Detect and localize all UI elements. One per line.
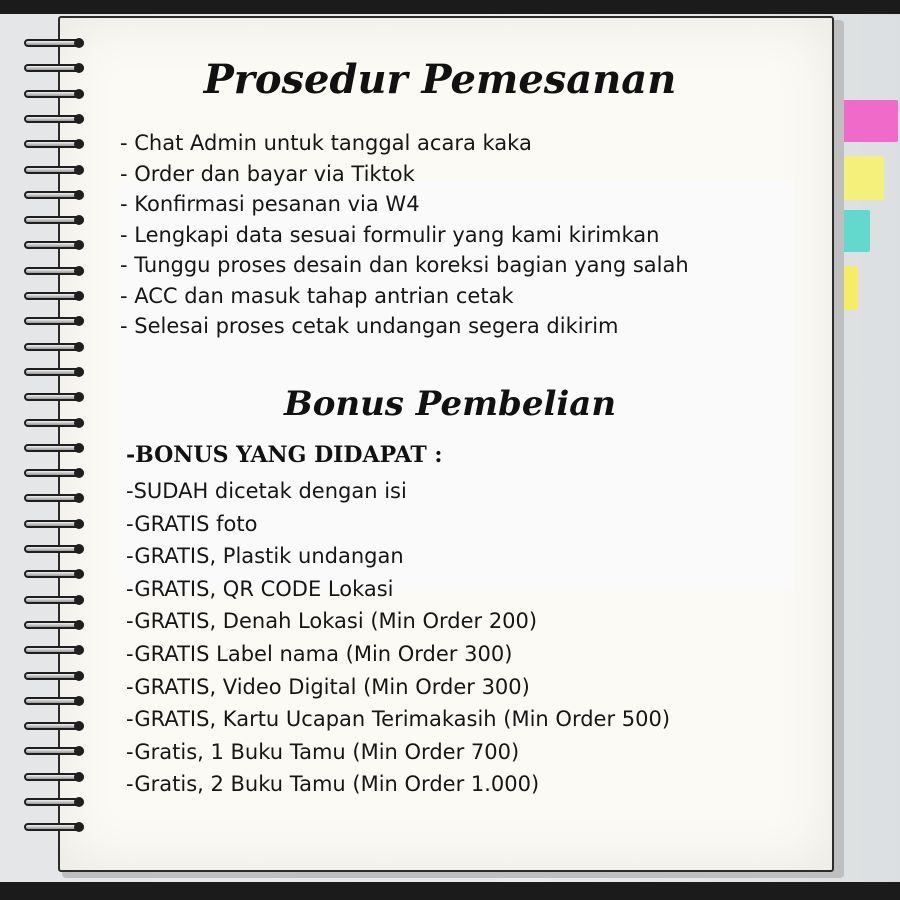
spiral-coil-icon	[20, 238, 92, 252]
bonus-item: -Gratis, 2 Buku Tamu (Min Order 1.000)	[126, 772, 540, 797]
bonus-title: Bonus Pembelian	[283, 384, 617, 424]
bonus-item: -GRATIS, Kartu Ucapan Terimakasih (Min Order 500)	[126, 707, 671, 732]
procedure-step-item: - ACC dan masuk tahap antrian cetak	[120, 283, 514, 308]
spiral-coil-icon	[20, 365, 92, 379]
spiral-coil-icon	[20, 643, 92, 657]
procedure-step-item: - Lengkapi data sesuai formulir yang kami kirimkan	[120, 222, 660, 247]
spiral-coil-icon	[20, 517, 92, 531]
bonus-item: -Gratis, 1 Buku Tamu (Min Order 700)	[126, 739, 520, 764]
spiral-coil-icon	[20, 795, 92, 809]
spiral-coil-icon	[20, 314, 92, 328]
spiral-coil-icon	[20, 289, 92, 303]
spiral-coil-icon	[20, 264, 92, 278]
procedure-steps-list	[120, 128, 689, 342]
bonus-item: -GRATIS, Denah Lokasi (Min Order 200)	[126, 609, 538, 634]
procedure-step-item: - Selesai proses cetak undangan segera dikirim	[120, 314, 619, 338]
spiral-binding-icon	[20, 36, 100, 856]
bonus-item: -GRATIS foto	[126, 511, 258, 536]
spiral-coil-icon	[20, 744, 92, 758]
bonus-items-list	[126, 475, 670, 801]
spiral-coil-icon	[20, 669, 92, 683]
bonus-item: -GRATIS, Plastik undangan	[126, 544, 404, 569]
spiral-coil-icon	[20, 542, 92, 556]
spiral-coil-icon	[20, 719, 92, 733]
bonus-item: -GRATIS Label nama (Min Order 300)	[126, 641, 513, 666]
spiral-coil-icon	[20, 340, 92, 354]
spiral-coil-icon	[20, 112, 92, 126]
spiral-coil-icon	[20, 567, 92, 581]
spiral-coil-icon	[20, 593, 92, 607]
procedure-step-item: - Tunggu proses desain dan koreksi bagian yang salah	[120, 253, 689, 277]
procedure-step-item: - Konfirmasi pesanan via W4	[120, 192, 420, 216]
bonus-item: -GRATIS, QR CODE Lokasi	[126, 576, 394, 601]
spiral-coil-icon	[20, 137, 92, 151]
top-border	[0, 0, 900, 14]
spiral-coil-icon	[20, 441, 92, 455]
spiral-coil-icon	[20, 188, 92, 202]
spiral-coil-icon	[20, 36, 92, 50]
spiral-coil-icon	[20, 618, 92, 632]
spiral-coil-icon	[20, 491, 92, 505]
spiral-coil-icon	[20, 770, 92, 784]
spiral-coil-icon	[20, 466, 92, 480]
bonus-item: -SUDAH dicetak dengan isi	[126, 479, 407, 503]
spiral-coil-icon	[20, 213, 92, 227]
procedure-step-item: - Chat Admin untuk tanggal acara kaka	[120, 131, 532, 155]
procedure-title: Prosedur Pemesanan	[203, 56, 677, 103]
spiral-coil-icon	[20, 820, 92, 834]
bottom-border	[0, 882, 900, 900]
bonus-heading: -BONUS YANG DIDAPAT :	[126, 442, 443, 468]
bonus-item: -GRATIS, Video Digital (Min Order 300)	[126, 674, 530, 699]
spiral-coil-icon	[20, 163, 92, 177]
spiral-coil-icon	[20, 694, 92, 708]
procedure-step-item: - Order dan bayar via Tiktok	[120, 161, 415, 186]
